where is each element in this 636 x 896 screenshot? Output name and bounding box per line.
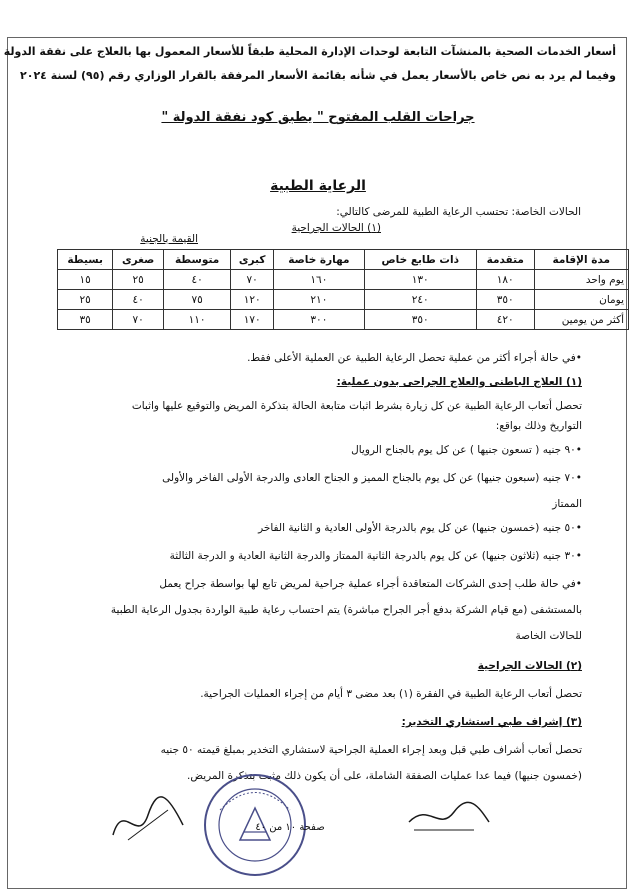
currency-label: القيمة بالجنية (140, 233, 198, 245)
table-cell: ٣٥٠ (476, 290, 534, 310)
table-cell: ٤٠ (164, 270, 231, 290)
table-cell: ٢٤٠ (364, 290, 476, 310)
paragraph-visit-fees: تحصل أتعاب الرعاية الطبية عن كل زيارة بشرط اثبات متابعة الحالة بتذكرة المريض والتوقيع عليها واثبات (131, 400, 582, 412)
table-row (58, 290, 629, 310)
table-cell: ٣٥٠ (364, 310, 476, 330)
paragraph-contract-companies-end: للحالات الخاصة (515, 630, 582, 642)
paragraph-visit-fees-cont: التواريخ وذلك بواقع: (495, 420, 582, 432)
table-cell: ٢٥ (58, 290, 113, 310)
table-cell: ٢١٠ (274, 290, 364, 310)
note-multiple-operations: •في حالة أجراء أكثر من عملية تحصل الرعاية الطبية عن العملية الأعلى فقط. (247, 352, 582, 364)
table-cell: أكثر من يومين (534, 310, 628, 330)
heading-medical-treatment: (١) العلاج الباطنى والعلاج الجراحى بدون عملية: (336, 376, 582, 388)
paragraph-contract-companies: •في حالة طلب إحدى الشركات المتعاقدة أجراء عملية جراحية لمريض تابع لها بواسطة جراح يعمل (159, 578, 582, 590)
signature-icon (404, 792, 494, 842)
header-cell: بسيطة (58, 250, 113, 270)
table-header-row (58, 250, 629, 270)
header-cell: مدة الإقامة (534, 250, 628, 270)
fee-item-first-class: •٥٠ جنيه (خمسون جنيها) عن كل يوم بالدرجة الأولى العادية و الثانية الفاخر (258, 522, 582, 534)
table-cell: ١٥ (58, 270, 113, 290)
header-line-1: أسعار الخدمات الصحية بالمنشآت التابعة لوحدات الإدارة المحلية طبقاً للأسعار المعمول بها بالعلاج على نفقة الدولة (3, 45, 616, 58)
paragraph-anesthesia: تحصل أتعاب أشراف طبي قبل وبعد إجراء العملية الجراحية لاستشاري التخدير بمبلغ قيمته ٥٠ جنيه (160, 744, 582, 756)
header-cell: كبرى (231, 250, 274, 270)
table-cell: ٤٢٠ (476, 310, 534, 330)
fee-item-premium-cont: الممتاز (552, 498, 582, 510)
table-cell: ٣٥ (58, 310, 113, 330)
table-cell: ١١٠ (164, 310, 231, 330)
table-cell: ٧٥ (164, 290, 231, 310)
table-cell: ٧٠ (231, 270, 274, 290)
signature-icon (108, 790, 188, 850)
paragraph-anesthesia-cont: (خمسون جنيها) فيما عدا عمليات الصفقة الشاملة، على أن يكون ذلك مثبت بتذكرة المريض. (187, 770, 582, 782)
header-cell: متوسطة (164, 250, 231, 270)
table-cell: ٤٠ (113, 290, 164, 310)
table-cell: يوم واحد (534, 270, 628, 290)
table-cell: ٣٠٠ (274, 310, 364, 330)
page-number: صفحة ١٠ من ٤٠ (255, 822, 325, 833)
table-cell: ١٢٠ (231, 290, 274, 310)
table-row (58, 310, 629, 330)
table-cell: ١٦٠ (274, 270, 364, 290)
heading-anesthesia: (٣) إشراف طبي استشاري التخدير: (401, 716, 582, 728)
table-row (58, 270, 629, 290)
paragraph-contract-companies-cont: بالمستشفى (مع قيام الشركة بدفع أجر الجراح مباشرة) يتم احتساب رعاية طبية الواردة بجدول الرعاية الطبية (110, 604, 582, 616)
table-cell: ٢٥ (113, 270, 164, 290)
table-cell: ١٧٠ (231, 310, 274, 330)
table-cell: يومان (534, 290, 628, 310)
header-line-2: وفيما لم يرد به نص خاص بالأسعار يعمل في شأنه بقائمة الأسعار المرفقة بالقرار الوزاري رقم (٩٥) لسنة ٢٠٢٤ (20, 69, 616, 82)
category-label: (١) الحالات الجراحية (291, 222, 381, 234)
fee-item-royal: •٩٠ جنيه ( تسعون جنيها ) عن كل يوم بالجناح الرويال (351, 444, 582, 456)
header-cell: متقدمة (476, 250, 534, 270)
header-cell: ذات طابع خاص (364, 250, 476, 270)
fee-item-second-class: •٣٠ جنيه (ثلاثون جنيها) عن كل يوم بالدرجة الثانية الممتاز والدرجة الثانية العادية و الدرجة الثالثة (169, 550, 582, 562)
paragraph-surgical-cases: تحصل أتعاب الرعاية الطبية في الفقرة (١) بعد مضى ٣ أيام من إجراء العمليات الجراحية. (200, 688, 582, 700)
document-subject: جراحات القلب المفتوح " يطبق كود نفقة الدولة " (161, 110, 475, 125)
heading-surgical-cases: (٢) الحالات الجراحية (477, 660, 582, 672)
fees-table (57, 249, 629, 330)
section-title: الرعاية الطبية (270, 178, 366, 194)
fee-item-premium: •٧٠ جنيه (سبعون جنيها) عن كل يوم بالجناح المميز و الجناح العادى والدرجة الأولى الفاخر والأولى (162, 472, 582, 484)
table-cell: ١٨٠ (476, 270, 534, 290)
table-cell: ٧٠ (113, 310, 164, 330)
intro-text: الحالات الخاصة: تحتسب الرعاية الطبية للمرضى كالتالي: (336, 206, 581, 218)
header-cell: مهارة خاصة (274, 250, 364, 270)
table-cell: ١٣٠ (364, 270, 476, 290)
header-cell: صغرى (113, 250, 164, 270)
page-border (3, 37, 627, 889)
